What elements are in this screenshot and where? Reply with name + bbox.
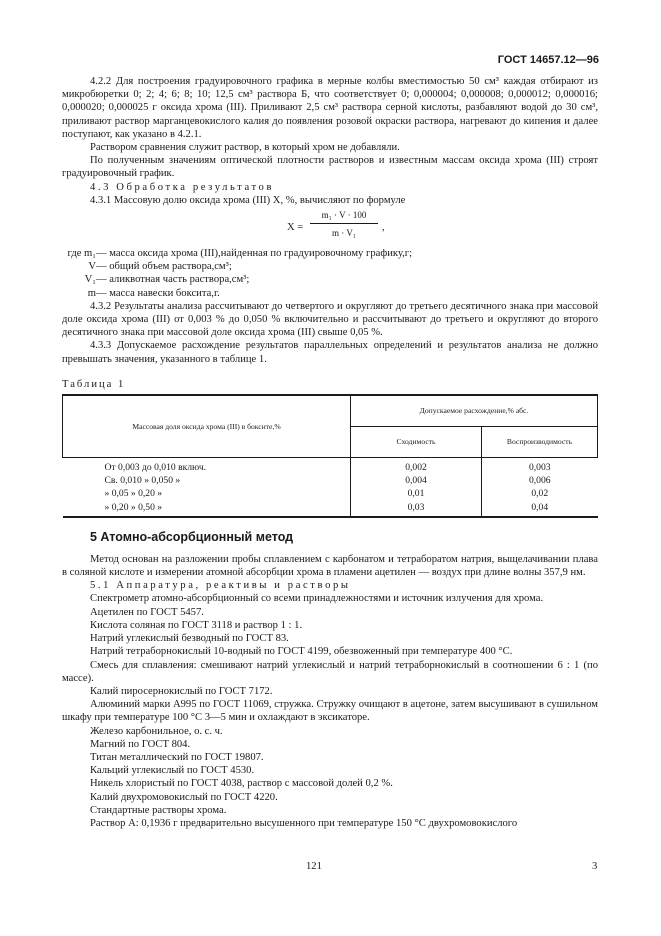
paragraph-4-2-2: 4.2.2 Для построения градуировочного графика в мерные колбы вместимостью 50 см³ каждая отбирают из микробюретки 0; 2; 4; 6; 8; 10; 12,5 см³ раствора Б, что соответствует 0; 0,000004; 0,000008; 0,000012; 0,000016; 0,000020; 0,000025 г оксида хрома (III). Приливают 2,5 см³ раствора серной кислоты, разбавляют водой до 30 см³, приливают раствор марганцевокислого калия до появления розовой окраски раствора, нагревают до кипения и далее поступают, как указано в 4.2.1. — [62, 76, 598, 140]
definition-text: — общий объем раствора,см³; — [96, 261, 232, 273]
list-item: Магний по ГОСТ 804. — [90, 738, 191, 750]
list-item: Кальций углекислый по ГОСТ 4530. — [90, 765, 255, 777]
sheet-number: 3 — [592, 861, 598, 872]
paragraph-graph: По полученным значениям оптической плотности растворов и известным массам оксида хрома (III) строят градуировочный график. — [62, 155, 598, 180]
list-item: Натрий тетраборнокислый 10-водный по ГОСТ 4199, обезвоженный при температуре 400 °С. — [90, 646, 513, 658]
list-item: Ацетилен по ГОСТ 5457. — [90, 606, 204, 618]
definition-symbol: где m₁ — [67, 248, 96, 260]
row-range: » 0,20 » 0,50 » — [63, 501, 351, 517]
row-convergence: 0,004 — [351, 474, 482, 487]
list-item: Раствор А: 0,1936 г предварительно высушенного при температуре 150 °С двухромовокислого — [90, 817, 518, 829]
row-convergence: 0,01 — [351, 487, 482, 500]
definition-symbol: m — [87, 287, 96, 299]
list-item: Смесь для сплавления: смешивают натрий углекислый и натрий тетраборнокислый в соотношении 6 : 1 (по массе). — [62, 659, 598, 684]
row-range: Св. 0,010 » 0,050 » — [104, 475, 181, 487]
list-item: Титан металлический по ГОСТ 19807. — [90, 751, 264, 763]
header-reproducibility: Воспроизводимость — [482, 427, 598, 458]
paragraph-4-3-2: 4.3.2 Результаты анализа рассчитывают до четвертого и округляют до третьего десятичного знака при массовой доле оксида хрома (III) от 0,003 % до 0,050 % включительно и рассчитывают до третьего и округляют до второго десятичного знака при массовой доле оксида хрома (III) свыше 0,05 %. — [62, 300, 598, 339]
header-mass-fraction: Массовая доля оксида хрома (III) в боксите,% — [63, 395, 351, 458]
header-tolerance-group: Допускаемое расхождение,% абс. — [351, 395, 598, 427]
list-item: Натрий углекислый безводный по ГОСТ 83. — [90, 633, 289, 645]
definition-row — [62, 247, 598, 260]
paragraph-4-3-3: 4.3.3 Допускаемое расхождение результатов параллельных определений и результатов анализа не должно превышать значения, указанного в таблице 1. — [62, 340, 598, 365]
list-item: Алюминий марки А995 по ГОСТ 11069, стружка. Стружку очищают в ацетоне, затем высушивают в сушильном шкафу при температуре 100 °С 3—5 мин и охлаждают в эксикаторе. — [62, 699, 598, 724]
table-row — [63, 458, 598, 475]
formula-comma: , — [382, 222, 385, 234]
list-item: Кислота соляная по ГОСТ 3118 и раствор 1 : 1. — [90, 619, 303, 631]
list-item: Калий двухромовокислый по ГОСТ 4220. — [90, 791, 278, 803]
definition-row — [62, 260, 598, 273]
heading-4-3: 4.3 Обработка результатов — [90, 181, 275, 193]
list-item: Железо карбонильное, о. с. ч. — [90, 725, 223, 737]
list-item: Спектрометр атомно-абсорбционный со всеми принадлежностями и источник излучения для хрома. — [90, 593, 544, 605]
row-reproducibility: 0,006 — [482, 474, 598, 487]
table-header-row — [63, 395, 598, 427]
page-content — [62, 75, 598, 830]
paragraph-5-intro: Метод основан на разложении пробы сплавлением с карбонатом и тетраборатом натрия, выщелачивании плава в соляной кислоте и измерении атомной абсорбции хрома в пламени ацетилен — воздух при длине волны 357,9 нм. — [62, 553, 598, 579]
definition-row — [62, 273, 598, 286]
row-reproducibility: 0,04 — [482, 501, 598, 517]
row-reproducibility: 0,02 — [482, 487, 598, 500]
fraction-bar — [310, 223, 378, 224]
list-item: Стандартные растворы хрома. — [90, 804, 227, 816]
row-reproducibility: 0,003 — [482, 458, 598, 475]
paragraph-reference-solution: Раствором сравнения служит раствор, в который хром не добавляли. — [90, 142, 400, 154]
row-convergence: 0,03 — [351, 501, 482, 517]
definition-symbol: V — [88, 261, 96, 273]
header-convergence: Сходимость — [351, 427, 482, 458]
row-range: » 0,05 » 0,20 » — [104, 488, 163, 500]
definition-text: — масса оксида хрома (III),найденная по градуировочному графику,г; — [96, 248, 413, 260]
list-item: Калий пиросернокислый по ГОСТ 7172. — [90, 685, 273, 697]
section-5-title: 5 Атомно-абсорбционный метод — [90, 529, 294, 544]
heading-5-1: 5.1 Аппаратура, реактивы и растворы — [90, 580, 351, 592]
formula-denominator: m · V₁ — [332, 228, 356, 239]
row-convergence: 0,002 — [351, 458, 482, 475]
variable-definitions — [62, 247, 598, 300]
definition-row — [62, 287, 598, 300]
row-range: От 0,003 до 0,010 включ. — [104, 462, 207, 474]
definition-symbol: V₁ — [84, 274, 96, 286]
table-caption: Таблица 1 — [62, 378, 126, 390]
formula-lhs: X = — [287, 222, 304, 234]
list-item: Никель хлористый по ГОСТ 4038, раствор с массовой долей 0,2 %. — [90, 778, 393, 790]
formula-numerator: m₁ · V · 100 — [321, 210, 367, 221]
table-row — [63, 501, 598, 517]
tolerance-table — [62, 394, 598, 518]
page-number: 121 — [306, 861, 322, 872]
table-row — [63, 487, 598, 500]
table-row — [63, 474, 598, 487]
definition-text: — аликвотная часть раствора,см³; — [96, 274, 250, 286]
formula-chromium-oxide — [62, 207, 598, 247]
document-header: ГОСТ 14657.12—96 — [497, 54, 599, 66]
paragraph-4-3-1: 4.3.1 Массовую долю оксида хрома (III) X, %, вычисляют по формуле — [90, 194, 406, 206]
definition-text: — масса навески боксита,г. — [96, 287, 220, 299]
